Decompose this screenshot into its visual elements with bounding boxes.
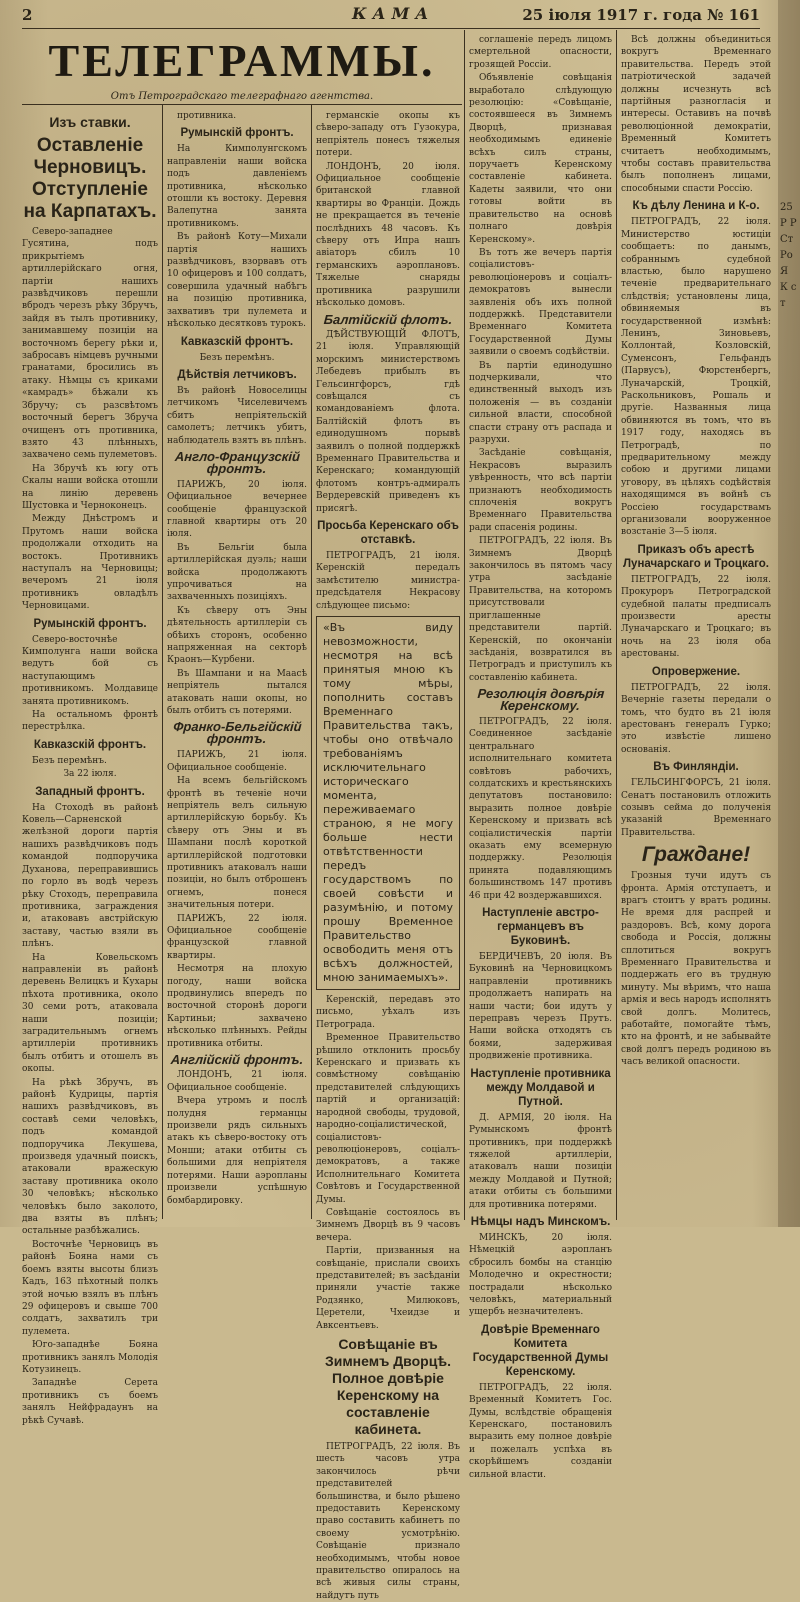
article-text: Восточнѣе Черновицъ въ районѣ Бояна нами съ боемъ взяты высоты близъ Кадъ, 163 пѣхотный полкъ этой ночью взялъ въ плѣнъ 29 офицеровъ и свыше 700 солдатъ, захватилъ три пулемета. [22,1239,158,1337]
article-text: Всѣ должны объединиться вокругъ Временнаго правительства. Передъ этой патріотической задачей должны исчезнуть всѣ партійныя разногласія и интересы. Оставивъ на почвѣ революціонной демократіи, Временный Комитетъ считаетъ необходимымъ, чтобы составъ правительства былъ пополненъ лицами, способными спасти Россію. [621,35,771,194]
title-rule [22,104,462,105]
article-text: ПАРИЖЪ, 22 іюля. Официальное сообщеніе французской главной квартиры. [167,913,307,961]
article-text: Керенскій, передавъ это письмо, уѣхалъ изъ Петрограда. [316,995,460,1030]
article-text: На всемъ бельгійскомъ фронтѣ въ теченіе ночи непріятель велъ сильную артиллерійскую борьбу. Къ сѣверу отъ Эны и въ Шампани послѣ короткой артиллерійской подготовки противникъ атаковалъ наши позиціи, но былъ отброшенъ огнемъ, понеся значительныя потери. [167,776,307,911]
article-text: ДѢЙСТВУЮЩІЙ ФЛОТЪ, 21 іюля. Управляющій морскимъ министерствомъ Лебедевъ прибылъ въ Гельсингфорсъ, гдѣ совѣщался съ командованіемъ флота. Балтійскій флотъ въ единодушномъ порывѣ заявилъ о полной поддержкѣ Временнаго Правительства и Керенскаго; командующій флотомъ контръ-адмиралъ Вердеревскій приведенъ къ присягѣ. [316,329,460,514]
headline: Румынскій фронтъ. [180,127,294,140]
article-text: На Стоходѣ въ районѣ Ковель—Сарненской желѣзной дороги партія нашихъ развѣдчиковъ подъ командой подпоручика Духанова, переправившись по горло въ водѣ черезъ рѣку Стоходъ, переправила противника, заграждения и, атаковавъ австрійскую заставу, частью взяли въ плѣнъ. [22,802,158,950]
headline: Наступленіе австро-германцевъ въ Буковинѣ. [482,907,599,948]
article-text: На Кимполунгскомъ направленіи наши войска подъ давленіемъ противника, нѣсколько отошли къ востоку. Деревня Валепутна занята противникомъ. [167,144,307,229]
article-text: Д. АРМІЯ, 20 іюля. На Румынскомъ фронтѣ противникъ, при поддержкѣ тяжелой артиллеріи, атаковалъ наши позиціи между Молдавой и Путной; атаки отбиты съ большими для противника потерями. [469,1112,612,1210]
next-page-edge [778,0,800,1227]
article-text: Совѣщаніе состоялось въ Зимнемъ Дворцѣ въ 9 часовъ вечера. [316,1207,460,1243]
article-text: ПЕТРОГРАДЪ, 22 іюля. Прокуроръ Петроградской судебной палаты предписалъ произвести аресты Луначарскаго и Троцкаго; въ ночь на 23 іюля оба арестованы. [621,574,771,660]
newspaper-name: КАМА [352,4,435,23]
article-text: ЛОНДОНЪ, 20 іюля. Официальное сообщеніе британской главной квартиры во Франціи. Дождь не прекращается въ теченіе послѣднихъ 48 часовъ. Къ сѣверу отъ Ипра нашъ авіаторъ сбилъ 10 германскихъ аэроплановъ. Тяжелые снаряды противника разрушили нѣсколько домовъ. [316,161,460,309]
article-text: Северо-западнее Гусятина, подъ прикрытіемъ артиллерійскаго огня, партіи нашихъ развѣдчиковъ перешли вбродъ черезъ рѣку Збручъ, зайдя въ тылъ противнику, занимавшему позиціи на восточномъ берегу рѣки и, забросавъ німцевъ ручными гранатами, бросились въ атаку. Нѣмцы съ криками «камрадъ» бѣжали къ Збручу; съ разсвѣтомъ восточный берегъ Збруча очищенъ отъ противника, взято 43 плѣнныхъ, захвачено семь пулеметовъ. [22,227,158,461]
article-text: На Ковельскомъ направленіи въ районѣ деревень Велицкъ и Кухары пѣхота противника, около 30 семи ротъ, атаковала наши позиціи; заградительнымъ огнемъ артиллеріи противникъ былъ отбитъ и отошелъ въ окопы. [22,952,158,1075]
column-rule [616,30,617,1220]
column-4 [469,34,612,1480]
article-text: Въ Бельгіи была артиллерійская дуэль; наши войска продолжаютъ упрочиваться на захваченныхъ позиціяхъ. [167,542,307,603]
column-1 [22,110,158,1426]
article-text: ПЕТРОГРАДЪ, 22 іюля. Министерство юстиціи сообщаетъ: по данымъ, собраннымъ судебной властью, было нарушено теченіе предварительнаго слѣдствія; установлены лица, обвиняемыя въ государственной измѣнѣ: Ленинъ, Зиновьевъ, Коллонтай, Козловскій, Суменсонъ, Гельфандъ (Парвусъ), Фюрстенбергъ, Луначарскій, Троцкій, Раскольниковъ, Рошаль и другіе. Названныя лица обвиняются въ томъ, что въ 1917 году, находясь въ Петроградѣ, по предварительному между собою и другими лицами уговору, въ цѣляхъ содѣйствія находящимся въ войнѣ съ Россіею государствамъ организовали вооруженное возстаніе 3—5 іюля. [621,217,771,538]
article-text: соглашеніе передъ лицомъ смертельной опасности, грозящей Россіи. [469,35,612,70]
article-text: ПЕТРОГРАДЪ, 22 іюля. Соединенное засѣданіе центральнаго исполнительнаго комитета совѣтовъ рабочихъ, солдатскихъ и крестьянскихъ депутатовъ постановило: выразить полное довѣріе Керенскому и призвать всѣ соціалистическія партіи оказать ему всемерную поддержку. Резолюція принята подавляющимъ большинствомъ 147 противъ 46 при 42 воздержавшихся. [469,716,612,901]
column-rule [464,30,465,1220]
agency-subtitle: Отъ Петроградскаго телеграфнаго агентства. [110,91,374,102]
article-text: Партіи, призванныя на совѣщаніе, прислали своихъ представителей; въ засѣданіи приняли участіе также Родзянко, Милюковъ, Церетели, Чхеидзе и Авксентьевъ. [316,1246,460,1331]
headline: Западный фронтъ. [35,785,145,798]
article-text: Къ сѣверу отъ Эны дѣятельность артиллеріи съ обѣихъ сторонъ, особенно напряженная на секторѣ Краонъ—Курбени. [167,605,307,666]
headline: Кавказскій фронтъ. [33,738,147,751]
headline: Въ Финляндіи. [653,761,739,774]
article-text: ГЕЛЬСИНГФОРСЪ, 21 іюля. Сенатъ постановилъ отложить созывъ сейма до полученія указаній Временнаго Правительства. [621,778,771,838]
next-page-edge-text: 25 Р Р Ст Ро Я К ст [780,202,797,309]
column-rule [162,104,163,1219]
headline: Просьба Керенскаго объ отставкѣ. [317,520,459,546]
headline: Опровержение. [651,665,741,678]
headline: Къ дѣлу Ленина и К-о. [632,200,760,213]
page-title: ТЕЛЕГРАММЫ. [48,35,436,86]
article-text: Несмотря на плохую погоду, наши войска продвинулись впередъ по восточной сторонѣ дороги Картиньи; захвачено нѣсколько плѣнныхъ. Рейды противника отбиты. [167,964,307,1049]
headline: Совѣщаніе въ Зимнемъ Дворцѣ. Полное довѣріе Керенскому на составленіе кабинета. [324,1336,452,1437]
headline: Дѣйствія летчиковъ. [177,368,297,381]
headline: Англійскій фронтъ. [170,1052,304,1068]
headline: Кавказскій фронтъ. [180,335,294,348]
article-text: Грозныя тучи идутъ съ фронта. Армія отступаетъ, и врагъ стоитъ у вратъ родины. Не время для распрей и раздоровъ. Всѣ, кому дорога свобода и Россія, должны сплотиться вокругъ Временнаго Правительства и поддержать его въ трудную минуту. Мы вѣримъ, что наша армія и весь народъ исполнятъ свой долгъ. Молитесь, работайте, помогайте тѣмъ, кто на фронтѣ, и не забывайте свой долгъ передъ родиною въ часъ великой опасности. [621,871,771,1068]
article-text: МИНСКЪ, 20 іюля. Нѣмецкій аэропланъ сбросилъ бомбы на станцію Молодечно и окрестности; пострадали нѣсколько человѣкъ, материальный ущербъ незначителенъ. [469,1232,612,1318]
article-text: На Збручѣ къ югу отъ Скалы наши войска отошли на линію деревень Шустовка и Черноконецъ. [22,463,158,511]
article-text: ПАРИЖЪ, 20 іюля. Официальное вечернее сообщеніе французской главной квартиры отъ 20 іюля. [167,479,307,540]
headline: Оставленіе Черновицъ. Отступленіе на Карпатахъ. [23,135,157,222]
article-text: Въ районѣ Новоселицы летчикомъ Чиселевичемъ сбитъ непріятельскій самолетъ; летчикъ убитъ, наблюдатель взятъ въ плѣнъ. [167,385,307,446]
article-text: Въ Шампани и на Маасѣ непріятель пытался атаковать наши окопы, но былъ отбитъ съ потерями. [167,668,307,717]
article-text: Засѣданіе совѣщанія, Некрасовъ выразилъ увѣренность, что всѣ партіи признаютъ необходимость сплоченія вокругъ Временнаго Правительства ради спасенія родины. [469,448,612,533]
article-text: Северо-восточнѣе Кимполунга наши войска ведутъ бой съ наступающимъ противникомъ. Молдавице занята противникомъ. [22,634,158,707]
article-text: ПЕТРОГРАДЪ, 22 іюля. Въ Зимнемъ Дворцѣ закончилось въ пятомъ часу утра засѣданіе Правительства, на которомъ присутствовали приглашенные представители партій. Керенскій, по окончаніи засѣданія, возвратился въ Петроградъ и приступилъ къ составленію кабинета. [469,536,612,683]
article-text: Въ районѣ Коту—Михали партія нашихъ развѣдчиковъ, взорвавъ отъ 10 офицеровъ и 100 солдатъ, совершила удачный набѣгъ на позицію противника, захвативъ три пулемета и нѣсколько десятковъ турокъ. [167,232,307,330]
headline: Изъ ставки. [49,114,131,130]
article-text: БЕРДИЧЕВЪ, 20 іюля. Въ Буковинѣ на Черновицкомъ направленіи противникъ продолжаетъ напирать на наши части; бои идутъ у переправъ черезъ Прутъ. Наши войска отходятъ съ боями, задерживая продвиженіе противника. [469,952,612,1062]
article-text: Безъ перемѣнъ. [199,352,275,363]
headline: Англо-Французскій фронтъ. [174,448,301,477]
article-text: Въ партіи единодушно подчеркивали, что единственный выходъ изъ положенія — въ созданіи сильной власти, способной спасти страну отъ распада и разрухи. [469,360,612,445]
article-text: ПАРИЖЪ, 21 іюля. Официальное сообщеніе. [167,750,307,773]
article-text: На остальномъ фронтѣ перестрѣлка. [22,710,158,733]
headline: Граждане! [641,843,751,867]
masthead [22,4,760,29]
issue-date: 25 іюля 1917 г. года № 161 [522,6,760,24]
article-text: Безъ перемѣнъ. [32,755,107,766]
headline: Наступленіе противника между Молдавой и Путной. [470,1067,611,1108]
column-rule [311,104,312,1219]
article-text: ПЕТРОГРАДЪ, 22 іюля. Временный Комитетъ Гос. Думы, вслѣдствіе обращенія Керенскаго, постановилъ выразить ему полное довѣріе и пожелалъ успѣха въ скорѣйшемъ созданіи сильной власти. [469,1382,612,1480]
headline: Франко-Бельгійскій фронтъ. [172,719,303,747]
quoted-letter: «Въ виду невозможности, несмотря на всѣ принятыя мною къ тому мѣры, пополнить составъ Временнаго Правительства такъ, чтобы оно отвѣчало требованіямъ исключительнаго историческаго момента, переживаемаго страною, я не могу больше нести отвѣтственности передъ государствомъ по своей совѣсти и разумѣнію, и потому прошу Временное Правительство освободить меня отъ всѣхъ должностей, мною занимаемыхъ». [316,616,460,990]
article-text: Между Днѣстромъ и Прутомъ наши войска продолжали отходить на востокъ. Противникъ наступалъ на Черновицы; вечеромъ 21 іюля противникъ овладѣлъ Черновицами. [22,514,158,612]
article-text: ЛОНДОНЪ, 21 іюля. Официальное сообщеніе. [167,1070,307,1093]
article-text: Временное Правительство рѣшило отклонить просьбу Керенскаго и призвать къ совмѣстному совѣщанію представителей слѣдующихъ партій и организацій: народной свободы, трудовой, народно-соціалистической, соціалистовъ-революціонеровъ, соціалъ-демократовъ, а также Исполнительнаго Комитета Совѣтовъ и Государственной Думы. [316,1033,460,1205]
headline: Резолюція довѣрія Керенскому. [477,686,605,714]
column-3 [316,110,460,1601]
article-text: Вчера утромъ и послѣ полудня германцы произвели рядъ сильныхъ атакъ къ сѣверо-востоку отъ Монши; атаки отбиты съ большими для непріятеля потерями. Наши аэропланы произвели успѣшную бомбардировку. [167,1096,307,1206]
headline: Нѣмцы надъ Минскомъ. [470,1215,611,1228]
page-number: 2 [22,6,33,24]
article-text: Объявленіе совѣщанія выработало слѣдующую резолюцію: «Совѣщаніе, состоявшееся въ Зимнемъ Дворцѣ, признавая необходимымъ единеніе всѣхъ силъ страны, поручаетъ Керенскому составленіе кабинета. Кадеты заявили, что они готовы войти въ правительство на основѣ полнаго довѣрія Керенскому». [469,73,612,245]
article-text: противника. [177,111,237,121]
headline: Довѣріе Временнаго Комитета Государственной Думы Керенскому. [472,1323,609,1378]
article-text: ПЕТРОГРАДЪ, 22 іюля. Въ шесть часовъ утра закончилось рѣчи представителей большинства, и было рѣшено предоставить Керенскому право составить кабинетъ по своему усмотрѣнію. Совѣщаніе признало необходимымъ, чтобы новое правительство опиралось на всѣ живыя силы страны, найдутъ путь [316,1442,460,1601]
article-text: Западнѣе Серета противникъ съ боемъ занялъ Нейфрадаунъ на рѣкѣ Сучавѣ. [22,1378,158,1426]
headline: Балтійскій флотъ. [323,311,453,327]
article-text: Въ тотъ же вечеръ партія соціалистовъ-революціонеровъ и соціалъ-демократовъ вынесли заявленія объ ихъ полной поддержкѣ. Представители Временнаго Комитета Государственной Думы заявили о своемъ содѣйствіи. [469,247,612,358]
headline: Румынскій фронтъ. [33,617,147,630]
column-5 [621,34,771,1220]
article-text: германскіе окопы къ сѣверо-западу отъ Гузокура, непріятель понесъ тяжелыя потери. [316,111,460,159]
column-2 [167,110,307,1220]
headline: Приказъ объ арестѣ Луначарскаго и Троцкаго. [622,543,769,570]
article-text: ПЕТРОГРАДЪ, 22 іюля. Вечерніе газеты передали о томъ, что будто въ 21 іюля арестованъ генералъ Гурко; это извѣстіе лишено основанія. [621,682,771,755]
article-text: ПЕТРОГРАДЪ, 21 іюля. Керенскій передалъ замѣстителю министра-предсѣдателя Некрасову слѣдующее письмо: [316,551,460,611]
article-text: Юго-западнѣе Бояна противникъ занялъ Молодія Котузинецъ. [22,1340,158,1375]
article-text: На рѣкѣ Збручъ, въ районѣ Кудрицы, партія нашихъ развѣдчиковъ, въ составѣ семи человѣкъ, подъ командой подпоручика Лекушева, произведя удачный поискъ, атаковали вражескую заставу противника около 30 человѣкъ; нѣсколько человѣкъ было заколото, два взяты въ плѣнъ; остальные разбѣжались. [22,1077,158,1237]
date-line: За 22 іюля. [63,769,117,780]
